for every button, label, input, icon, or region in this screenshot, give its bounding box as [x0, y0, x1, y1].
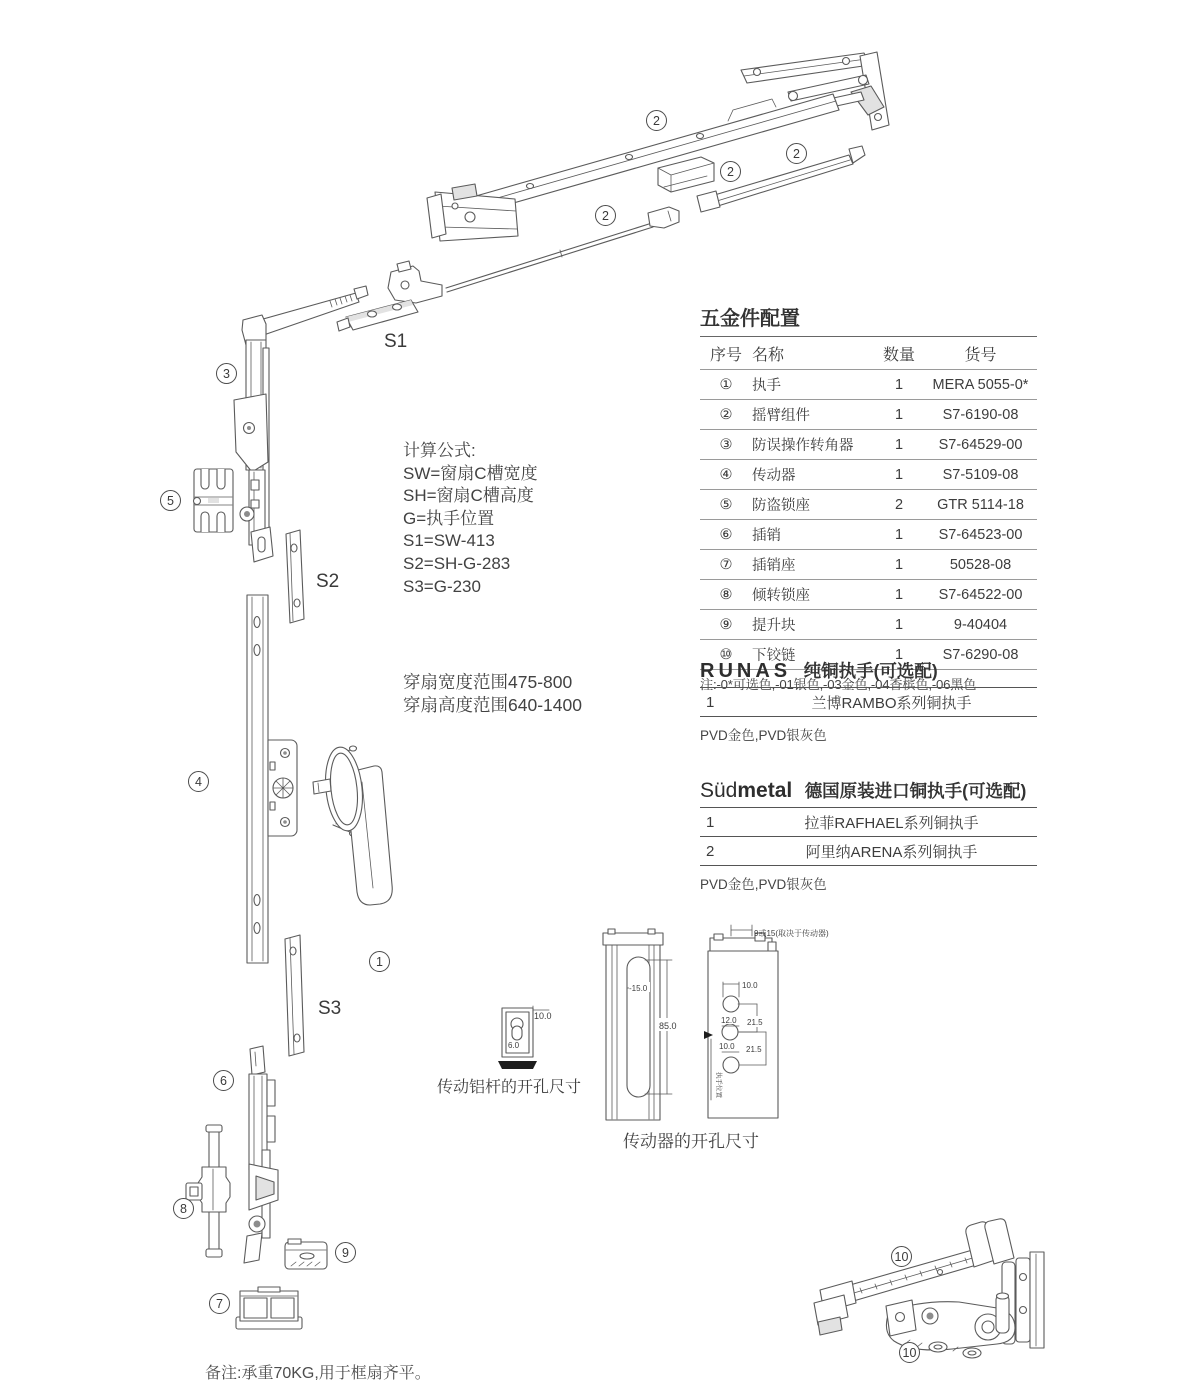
- runas-section-header: [700, 658, 1037, 688]
- table-cell: ⑩: [700, 640, 752, 670]
- table-cell: ⑦: [700, 550, 752, 580]
- part-6-bolt: [244, 1046, 278, 1263]
- callout-2d: 2: [595, 205, 616, 226]
- table-cell: ⑧: [700, 580, 752, 610]
- runas-logo: RUNAS: [700, 660, 792, 682]
- formula-line: S1=SW-413: [403, 531, 495, 551]
- formula-line: SH=窗扇C槽高度: [403, 486, 534, 506]
- scissor-arm-assembly: [388, 52, 889, 303]
- dim-gear-hole-top: 10.0: [742, 981, 758, 990]
- callout-5: 5: [160, 490, 181, 511]
- table-cell: 9-40404: [924, 610, 1037, 640]
- table-cell: 1: [874, 550, 924, 580]
- hardware-table-title: 五金件配置: [700, 302, 1037, 337]
- label-s2: S2: [316, 571, 340, 592]
- table-row: [700, 520, 1037, 550]
- dim-gear-slot-length: 85.0: [659, 1021, 677, 1031]
- table-cell: 防盗锁座: [752, 490, 874, 520]
- sudmetal-section-title: 德国原装进口铜执手(可选配): [804, 781, 1027, 801]
- runas-table: [700, 688, 1037, 717]
- sash-range-block: [403, 671, 582, 717]
- table-cell: 1: [874, 580, 924, 610]
- part-8-tilt-keeper: [186, 1125, 230, 1257]
- calc-formula-block: [403, 440, 538, 598]
- sash-width-range: 穿扇宽度范围475-800: [403, 672, 573, 692]
- table-cell: S7-64522-00: [924, 580, 1037, 610]
- part-9-lift-block: [285, 1239, 327, 1269]
- sudmetal-logo-bold: metal: [737, 779, 793, 802]
- part-s2-plate: [286, 530, 304, 623]
- table-cell: MERA 5055-0*: [924, 370, 1037, 400]
- formula-line: S2=SH-G-283: [403, 553, 511, 573]
- table-cell: 1: [874, 610, 924, 640]
- hardware-config-section: [700, 302, 1037, 693]
- callout-10b: 10: [899, 1342, 920, 1363]
- table-cell: 1: [874, 640, 924, 670]
- table-cell: 1: [700, 808, 746, 837]
- table-cell: 1: [874, 400, 924, 430]
- table-cell: ③: [700, 430, 752, 460]
- table-cell: 倾转锁座: [752, 580, 874, 610]
- dim-rod-width: 10.0: [534, 1011, 552, 1021]
- dim-gear-pitch2: 21.5: [746, 1045, 762, 1054]
- callout-6: 6: [213, 1070, 234, 1091]
- sudmetal-finish-note: PVD金色,PVD银灰色: [700, 877, 827, 892]
- callout-4: 4: [188, 771, 209, 792]
- table-cell: 拉菲RAFHAEL系列铜执手: [746, 808, 1037, 837]
- sudmetal-table: [700, 808, 1037, 866]
- table-row: [700, 490, 1037, 520]
- callout-2b: 2: [720, 161, 741, 182]
- load-capacity-note: 备注:承重70KG,用于框扇齐平。: [205, 1365, 431, 1382]
- sudmetal-logo-light: Süd: [700, 779, 738, 802]
- table-cell: ⑨: [700, 610, 752, 640]
- part-1-handle: [313, 745, 392, 905]
- table-cell: 2: [874, 490, 924, 520]
- sudmetal-optional-section: [700, 778, 1037, 893]
- table-row: [700, 808, 1037, 837]
- table-cell: 2: [700, 837, 746, 866]
- table-cell: S7-64523-00: [924, 520, 1037, 550]
- table-cell: 1: [874, 460, 924, 490]
- part-s3-plate: [285, 935, 304, 1056]
- table-row: [700, 460, 1037, 490]
- table-cell: 兰博RAMBO系列铜执手: [746, 688, 1037, 717]
- table-row: [700, 550, 1037, 580]
- formula-line: S3=G-230: [403, 576, 481, 596]
- dim-gear-hole-bot: 10.0: [719, 1042, 735, 1051]
- table-cell: 插销: [752, 520, 874, 550]
- table-cell: 1: [874, 520, 924, 550]
- dim-drawing-gearbox: [603, 925, 829, 1120]
- table-cell: 执手: [752, 370, 874, 400]
- drive-rod-drawing-caption: 传动铝杆的开孔尺寸: [437, 1079, 582, 1096]
- table-cell: GTR 5114-18: [924, 490, 1037, 520]
- table-cell: ②: [700, 400, 752, 430]
- col-qty: 数量: [874, 337, 924, 370]
- table-cell: 防误操作转角器: [752, 430, 874, 460]
- part-7-bolt-keeper: [236, 1287, 302, 1329]
- table-cell: 插销座: [752, 550, 874, 580]
- table-row: [700, 610, 1037, 640]
- hardware-table-header: [700, 337, 1037, 370]
- table-cell: 摇臂组件: [752, 400, 874, 430]
- table-row: [700, 400, 1037, 430]
- table-cell: ⑥: [700, 520, 752, 550]
- table-cell: 阿里纳ARENA系列铜执手: [746, 837, 1037, 866]
- label-s1: S1: [384, 331, 408, 352]
- callout-1: 1: [369, 951, 390, 972]
- callout-3: 3: [216, 363, 237, 384]
- table-cell: 1: [700, 688, 746, 717]
- formula-title: 计算公式:: [403, 441, 476, 460]
- gearbox-drawing-caption: 传动器的开孔尺寸: [623, 1132, 759, 1151]
- table-cell: ④: [700, 460, 752, 490]
- col-name: 名称: [752, 337, 874, 370]
- runas-section-title: 纯铜执手(可选配): [803, 661, 938, 681]
- hardware-table: [700, 337, 1037, 670]
- col-sku: 货号: [924, 337, 1037, 370]
- table-row: [700, 430, 1037, 460]
- dim-gear-pitch1: 21.5: [747, 1018, 763, 1027]
- table-cell: 提升块: [752, 610, 874, 640]
- runas-finish-note: PVD金色,PVD银灰色: [700, 728, 827, 743]
- runas-optional-section: [700, 658, 1037, 744]
- callout-8: 8: [173, 1198, 194, 1219]
- table-row: [700, 580, 1037, 610]
- callout-9: 9: [335, 1242, 356, 1263]
- table-row: [700, 837, 1037, 866]
- table-cell: 1: [874, 430, 924, 460]
- table-cell: S7-64529-00: [924, 430, 1037, 460]
- dim-gear-hole-mid: 12.0: [721, 1016, 737, 1025]
- table-cell: S7-5109-08: [924, 460, 1037, 490]
- callout-7: 7: [209, 1293, 230, 1314]
- table-cell: 1: [874, 370, 924, 400]
- sash-height-range: 穿扇高度范围640-1400: [403, 695, 582, 715]
- label-s3: S3: [318, 998, 342, 1019]
- table-cell: ①: [700, 370, 752, 400]
- table-row: [700, 370, 1037, 400]
- table-cell: 下铰链: [752, 640, 874, 670]
- callout-2a: 2: [646, 110, 667, 131]
- col-index: 序号: [700, 337, 752, 370]
- part-10-bottom-hinge: [814, 1219, 1044, 1358]
- callout-2c: 2: [786, 143, 807, 164]
- part-5-security-keeper: [194, 469, 234, 532]
- dim-rod-slot: 6.0: [508, 1041, 520, 1050]
- dim-gear-offset: 9或15(取决于传动器): [754, 929, 829, 938]
- table-cell: 传动器: [752, 460, 874, 490]
- table-row: [700, 688, 1037, 717]
- color-options-note: 注:-0*可选色,-01银色,-03金色,-04香槟色,-06黑色: [700, 677, 977, 692]
- callout-10a: 10: [891, 1246, 912, 1267]
- dim-gear-slot-width: -15.0: [629, 984, 648, 993]
- sudmetal-section-header: [700, 778, 1037, 808]
- table-cell: 50528-08: [924, 550, 1037, 580]
- dim-gear-side-label: 执手位置: [715, 1072, 722, 1098]
- table-cell: ⑤: [700, 490, 752, 520]
- dim-drawing-drive-rod: [498, 1006, 552, 1069]
- formula-line: SW=窗扇C槽宽度: [403, 463, 538, 483]
- table-cell: S7-6290-08: [924, 640, 1037, 670]
- table-cell: S7-6190-08: [924, 400, 1037, 430]
- formula-line: G=执手位置: [403, 508, 495, 528]
